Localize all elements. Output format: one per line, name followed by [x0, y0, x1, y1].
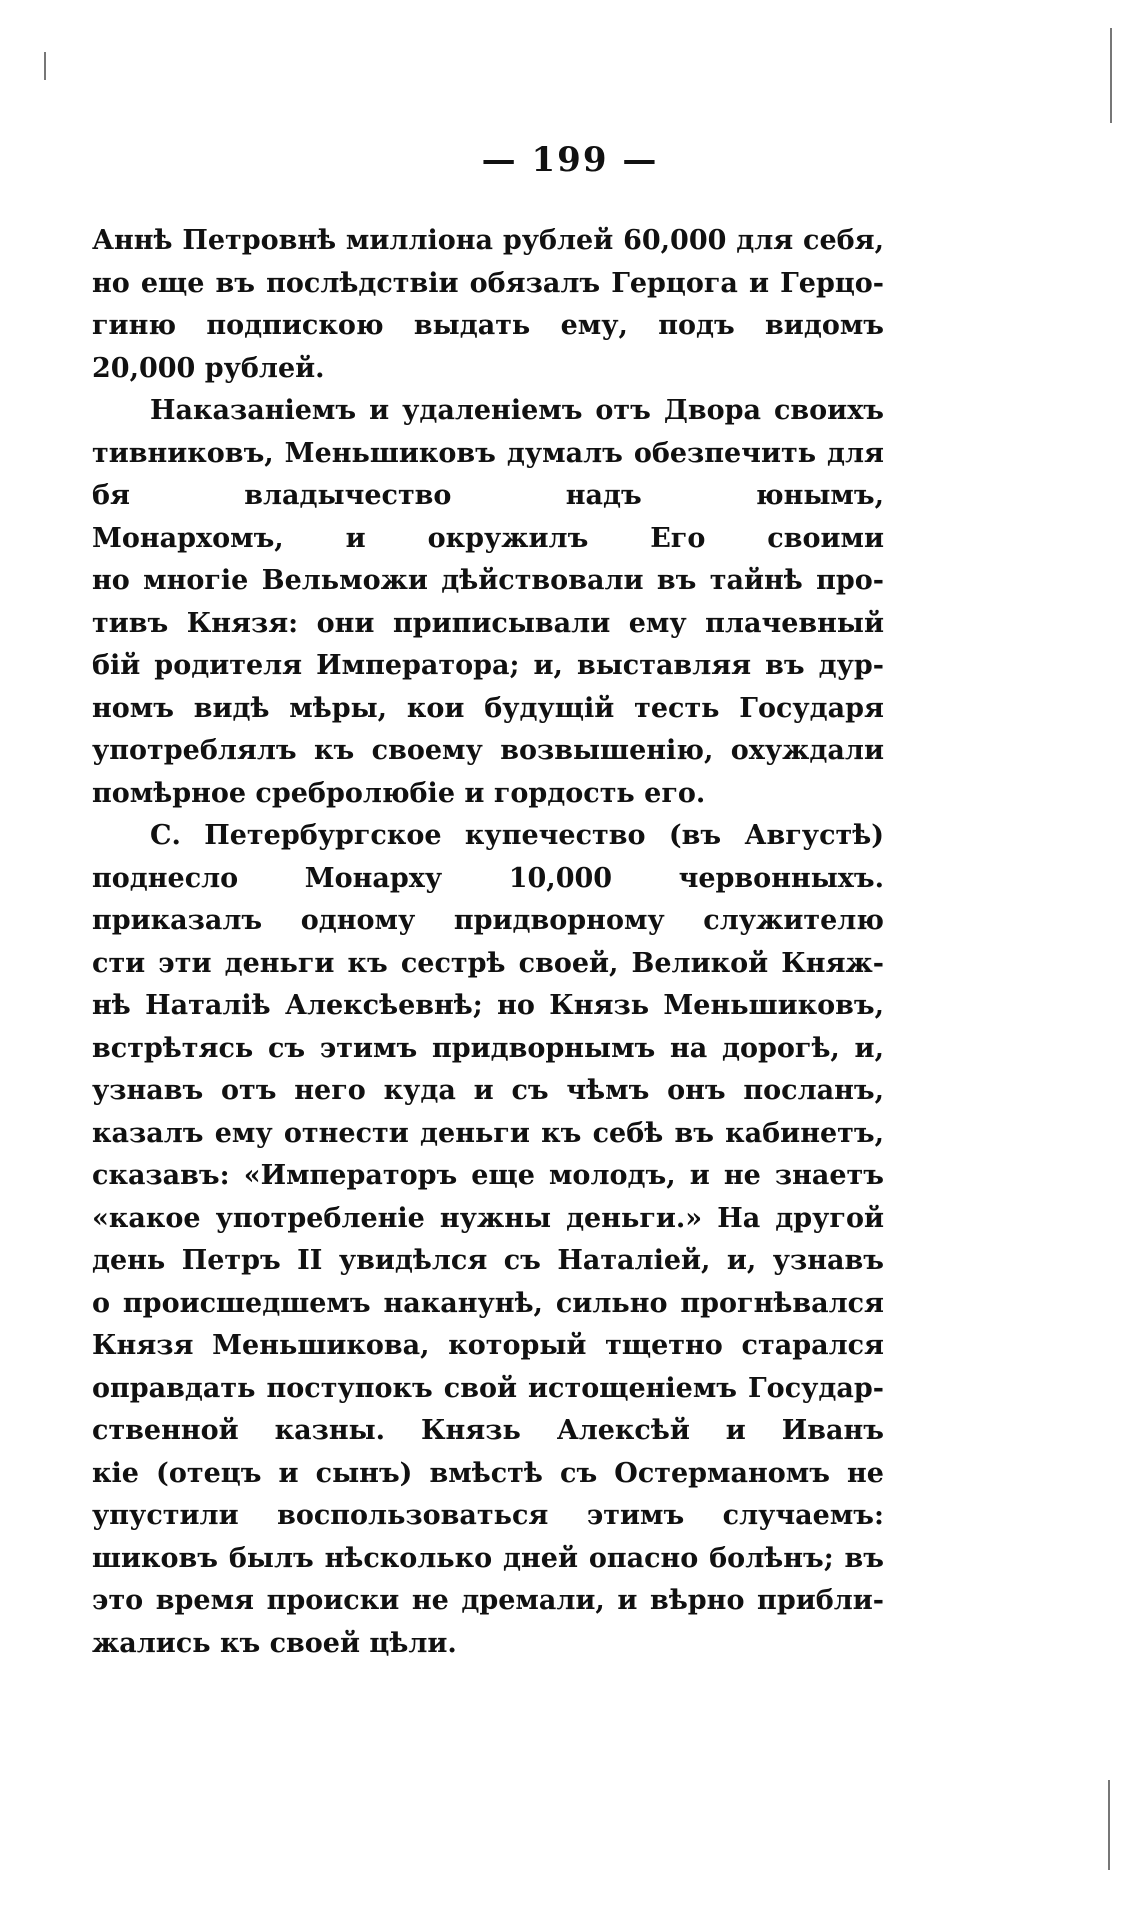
page-number: — 199 —	[481, 140, 659, 180]
text-line: 20,000 рублей.	[92, 352, 325, 384]
text-line: оправдать поступокъ свой истощеніемъ Государ-	[92, 1372, 884, 1404]
text-line: номъ видѣ мѣры, кои будущій тесть Государя	[92, 692, 884, 724]
text-line: Монархомъ, и окружилъ Его своими	[92, 522, 884, 554]
text-line: Аннѣ Петровнѣ милліона рублей 60,000 для себя,	[92, 225, 884, 256]
text-line: упустили воспользоваться этимъ случаемъ:	[92, 1500, 884, 1531]
paragraph	[92, 220, 884, 390]
text-line: употреблялъ къ своему возвышенію, охуждали	[92, 735, 884, 766]
text-line: гиню подпискою выдать ему, подъ видомъ	[92, 310, 884, 341]
text-line: бя владычество надъ юнымъ,	[92, 480, 884, 511]
paragraph	[92, 815, 884, 1665]
text-line: узнавъ отъ него куда и съ чѣмъ онъ посланъ,	[92, 1075, 884, 1106]
text-line: «какое употребленіе нужны деньги.» На другой	[92, 1202, 884, 1234]
text-line: бій родителя Императора; и, выставляя въ дур-	[92, 650, 884, 681]
text-line: казалъ ему отнести деньги къ себѣ въ кабинетъ,	[92, 1117, 884, 1149]
text-line: Наказаніемъ и удаленіемъ отъ Двора своихъ	[150, 395, 884, 426]
body-text	[92, 220, 884, 1665]
text-line: встрѣтясь съ этимъ придворнымъ на дорогѣ, и,	[92, 1032, 884, 1064]
scan-edge-mark-right-top	[1110, 28, 1112, 123]
text-line: приказалъ одному придворному служителю	[92, 905, 884, 936]
text-line: но многіе Вельможи дѣйствовали въ тайнѣ про-	[92, 565, 884, 596]
text-line: тивниковъ, Меньшиковъ думалъ обезпечить для	[92, 437, 884, 469]
text-line: сти эти деньги къ сестрѣ своей, Великой Княж-	[92, 947, 884, 979]
text-line: ственной казны. Князь Алексѣй и Иванъ	[92, 1415, 884, 1446]
text-line: Князя Меньшикова, который тщетно старался	[92, 1330, 884, 1361]
text-line: поднесло Монарху 10,000 червонныхъ.	[92, 862, 884, 894]
text-line: нѣ Наталіѣ Алексѣевнѣ; но Князь Меньшиковъ,	[92, 990, 884, 1021]
paragraph	[92, 390, 884, 815]
text-line: С. Петербургское купечество (въ Августѣ)	[150, 820, 884, 851]
text-line: это время происки не дремали, и вѣрно прибли-	[92, 1585, 884, 1616]
scan-edge-mark-left	[44, 52, 46, 80]
text-line: шиковъ былъ нѣсколько дней опасно болѣнъ; въ	[92, 1542, 884, 1574]
scan-edge-mark-right-bottom	[1108, 1780, 1110, 1870]
text-line: день Петръ II увидѣлся съ Наталіей, и, узнавъ	[92, 1245, 884, 1276]
text-line: о происшедшемъ наканунѣ, сильно прогнѣвался	[92, 1287, 884, 1319]
text-line: но еще въ послѣдствіи обязалъ Герцога и Герцо-	[92, 267, 884, 299]
text-line: жались къ своей цѣли.	[92, 1627, 457, 1659]
text-line: кіе (отецъ и сынъ) вмѣстѣ съ Остерманомъ не	[92, 1457, 884, 1489]
text-line: сказавъ: «Императоръ еще молодъ, и не знаетъ	[92, 1160, 884, 1191]
text-line: помѣрное сребролюбіе и гордость его.	[92, 777, 706, 809]
text-line: тивъ Князя: они приписывали ему плачевный	[92, 607, 884, 639]
